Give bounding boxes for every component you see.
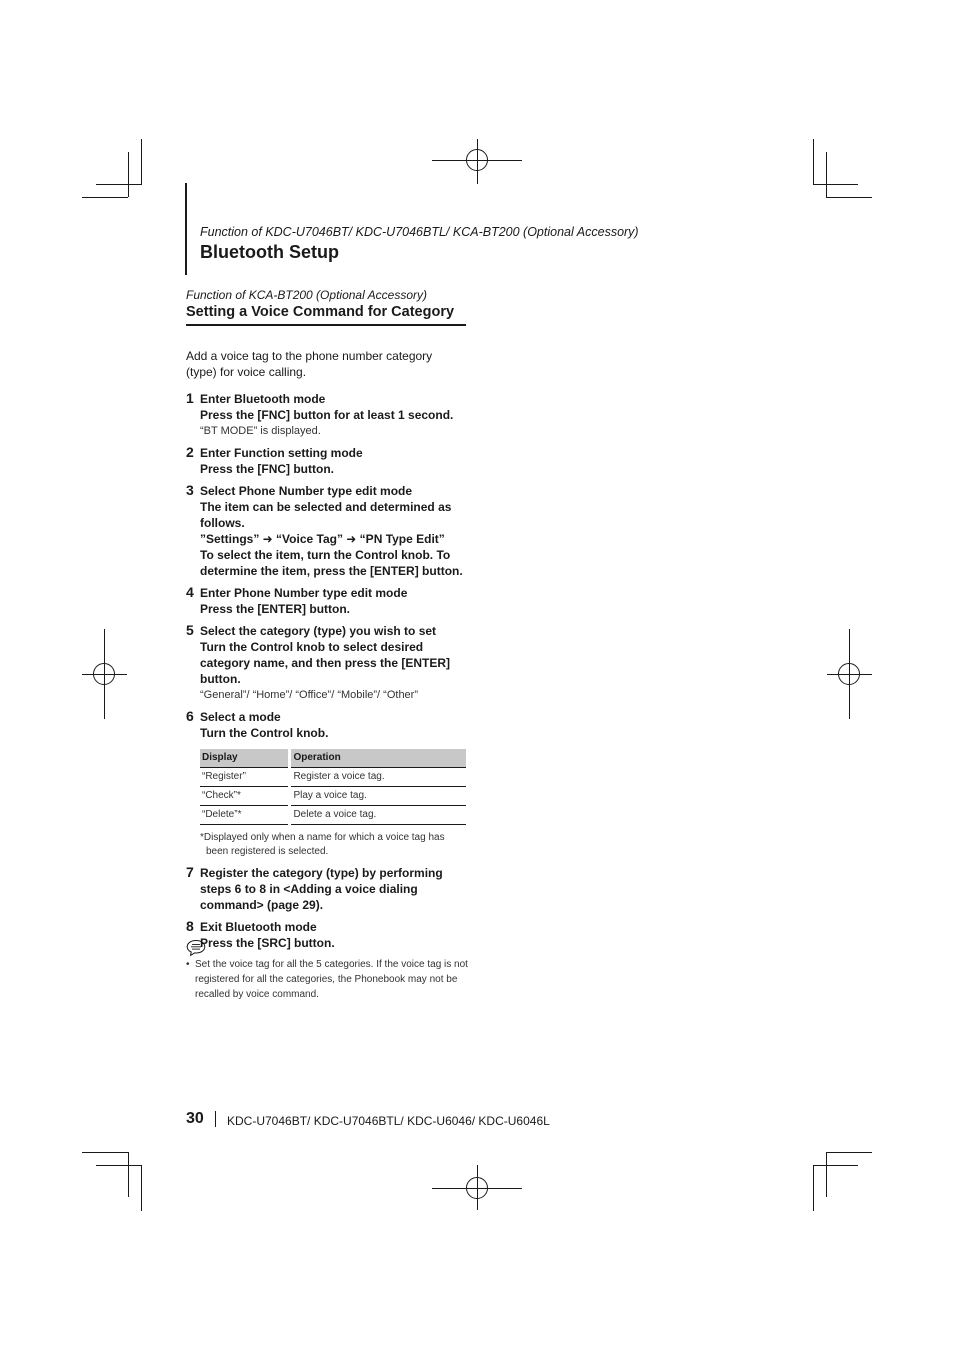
table-header-row bbox=[200, 749, 466, 768]
step-2 bbox=[186, 445, 466, 477]
step-1 bbox=[186, 391, 466, 439]
table-cell: “Delete”* bbox=[200, 806, 290, 825]
step-instruction: Press the [FNC] button. bbox=[200, 462, 334, 476]
section-title: Setting a Voice Command for Category bbox=[186, 303, 466, 326]
step-instruction: Press the [SRC] button. bbox=[200, 936, 335, 950]
note-icon bbox=[186, 939, 206, 957]
table-cell: “Check”* bbox=[200, 787, 290, 806]
footer-model-list: KDC-U7046BT/ KDC-U7046BTL/ KDC-U6046/ KDC-U6046L bbox=[227, 1114, 550, 1128]
step-instruction: Turn the Control knob. bbox=[200, 726, 329, 740]
step-number: 7 bbox=[186, 864, 194, 880]
step-title: Enter Phone Number type edit mode bbox=[200, 586, 408, 600]
step-instruction: Press the [FNC] button for at least 1 second. bbox=[200, 408, 454, 422]
step-note: “General”/ “Home”/ “Office”/ “Mobile”/ “Other” bbox=[200, 689, 419, 701]
section-subtitle: Function of KCA-BT200 (Optional Accessory) bbox=[186, 288, 427, 302]
step-number: 5 bbox=[186, 622, 194, 638]
step-number: 3 bbox=[186, 482, 194, 498]
table-cell: Play a voice tag. bbox=[290, 787, 466, 806]
step-title: Enter Function setting mode bbox=[200, 446, 363, 460]
step-number: 4 bbox=[186, 584, 194, 600]
table-cell: “Register” bbox=[200, 768, 290, 787]
step-number: 8 bbox=[186, 918, 194, 934]
bullet: • bbox=[186, 959, 190, 970]
table-cell: Register a voice tag. bbox=[290, 768, 466, 787]
table-header: Display bbox=[200, 749, 290, 768]
step-title: Select a mode bbox=[200, 710, 281, 724]
step-instruction: Press the [ENTER] button. bbox=[200, 602, 351, 616]
step-8 bbox=[186, 919, 466, 951]
header-accent-bar bbox=[185, 183, 187, 275]
footer-divider bbox=[215, 1111, 216, 1127]
table-row bbox=[200, 806, 466, 825]
step-instruction-2: To select the item, turn the Control knob. To determine the item, press the [ENTER] button. bbox=[200, 548, 463, 578]
mode-table bbox=[200, 749, 466, 825]
step-title: Enter Bluetooth mode bbox=[200, 392, 326, 406]
table-cell: Delete a voice tag. bbox=[290, 806, 466, 825]
step-3 bbox=[186, 483, 466, 579]
page-title: Bluetooth Setup bbox=[200, 242, 339, 262]
table-row bbox=[200, 787, 466, 806]
step-title: Select the category (type) you wish to set bbox=[200, 624, 437, 638]
step-4 bbox=[186, 585, 466, 617]
header-subtitle: Function of KDC-U7046BT/ KDC-U7046BTL/ KCA-BT200 (Optional Accessory) bbox=[200, 225, 639, 239]
step-list bbox=[186, 391, 466, 957]
step-number: 6 bbox=[186, 708, 194, 724]
step-title: Select Phone Number type edit mode bbox=[200, 484, 413, 498]
step-title: Exit Bluetooth mode bbox=[200, 920, 317, 934]
table-footnote: *Displayed only when a name for which a voice tag has been registered is selected. bbox=[200, 832, 445, 857]
step-number: 1 bbox=[186, 390, 194, 406]
step-7 bbox=[186, 865, 466, 913]
step-instruction: Turn the Control knob to select desired category name, and then press the [ENTER] button. bbox=[200, 640, 451, 686]
section-intro: Add a voice tag to the phone number category (type) for voice calling. bbox=[186, 349, 433, 379]
step-instruction: The item can be selected and determined as follows. bbox=[200, 500, 452, 530]
step-title: Register the category (type) by performing steps 6 to 8 in <Adding a voice dialing command> (page 29). bbox=[200, 866, 443, 912]
table-row bbox=[200, 768, 466, 787]
page-number: 30 bbox=[186, 1110, 204, 1127]
step-6 bbox=[186, 709, 466, 859]
note-item bbox=[186, 957, 471, 1002]
step-number: 2 bbox=[186, 444, 194, 460]
table-header: Operation bbox=[290, 749, 466, 768]
step-5 bbox=[186, 623, 466, 703]
note-text: Set the voice tag for all the 5 categories. If the voice tag is not registered for all the categories, the Phonebook may not be recalled by voice command. bbox=[195, 959, 468, 1000]
menu-path: ”Settings” ➜ “Voice Tag” ➜ “PN Type Edit” bbox=[200, 532, 445, 546]
step-note: “BT MODE” is displayed. bbox=[200, 425, 321, 437]
